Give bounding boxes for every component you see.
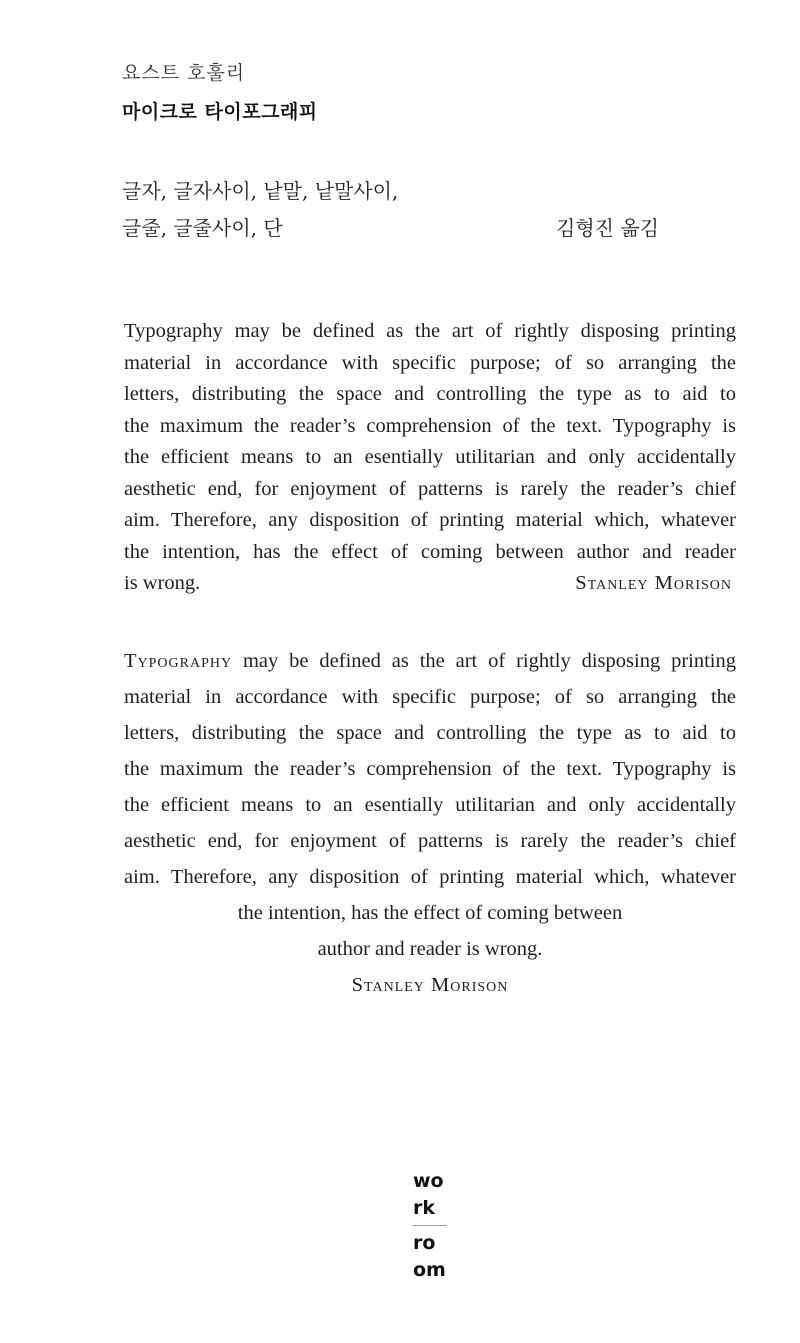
passage-last-line [124, 568, 736, 600]
passage-line: the efficient means to an esentially utilitarian and only accidentally [124, 794, 736, 816]
passage-line: material in accordance with specific purpose; of so arranging the [124, 351, 736, 374]
logo-text-row: ro [413, 1232, 436, 1254]
quote-signature: Stanley Morison [575, 572, 732, 594]
passage-line: Typography may be defined as the art of rightly disposing printing [124, 320, 736, 342]
passage-line: aesthetic end, for enjoyment of patterns is rarely the reader’s chief [124, 477, 736, 500]
passage-line: material in accordance with specific purpose; of so arranging the [124, 686, 736, 708]
passage-line-text: may be defined as the art of rightly disposing printing [232, 650, 736, 672]
logo-text-row: wo [413, 1170, 444, 1192]
translator-credit: 김형진 옮김 [556, 216, 659, 240]
quote-passage-tapered [124, 643, 736, 1003]
passage-line: aim. Therefore, any disposition of printing material which, whatever [124, 866, 736, 888]
quote-signature: Stanley Morison [351, 974, 509, 996]
logo-text-row: rk [413, 1197, 436, 1219]
passage-first-line [124, 643, 736, 679]
logo-text-row: om [413, 1259, 446, 1281]
publisher-logo [413, 1168, 453, 1284]
passage-centered-line: the intention, has the effect of coming between [237, 902, 623, 924]
book-title: 마이크로 타이포그래피 [122, 101, 318, 123]
passage-line: the intention, has the effect of coming between author and reader [124, 540, 736, 563]
passage-line: the efficient means to an esentially utilitarian and only accidentally [124, 446, 736, 468]
passage-line: aim. Therefore, any disposition of printing material which, whatever [124, 509, 736, 531]
passage-line: letters, distributing the space and controlling the type as to aid to [124, 383, 736, 405]
author-name: 요스트 호훌리 [122, 62, 246, 84]
subtitle-line-2: 글줄, 글줄사이, 단 [122, 216, 283, 240]
passage-line-text: is wrong. [124, 572, 201, 594]
passage-line: the maximum the reader’s comprehension of the text. Typography is [124, 414, 736, 437]
subtitle-line-1: 글자, 글자사이, 낱말, 낱말사이, [122, 179, 399, 203]
passage-centered-line: author and reader is wrong. [317, 938, 543, 960]
lead-word-smallcaps: Typography [124, 650, 233, 672]
passage-line: the maximum the reader’s comprehension of the text. Typography is [124, 758, 736, 780]
passage-line: letters, distributing the space and controlling the type as to aid to [124, 722, 736, 744]
passage-line: aesthetic end, for enjoyment of patterns is rarely the reader’s chief [124, 830, 736, 852]
logo-divider [413, 1225, 447, 1226]
quote-passage-justified [124, 316, 736, 600]
